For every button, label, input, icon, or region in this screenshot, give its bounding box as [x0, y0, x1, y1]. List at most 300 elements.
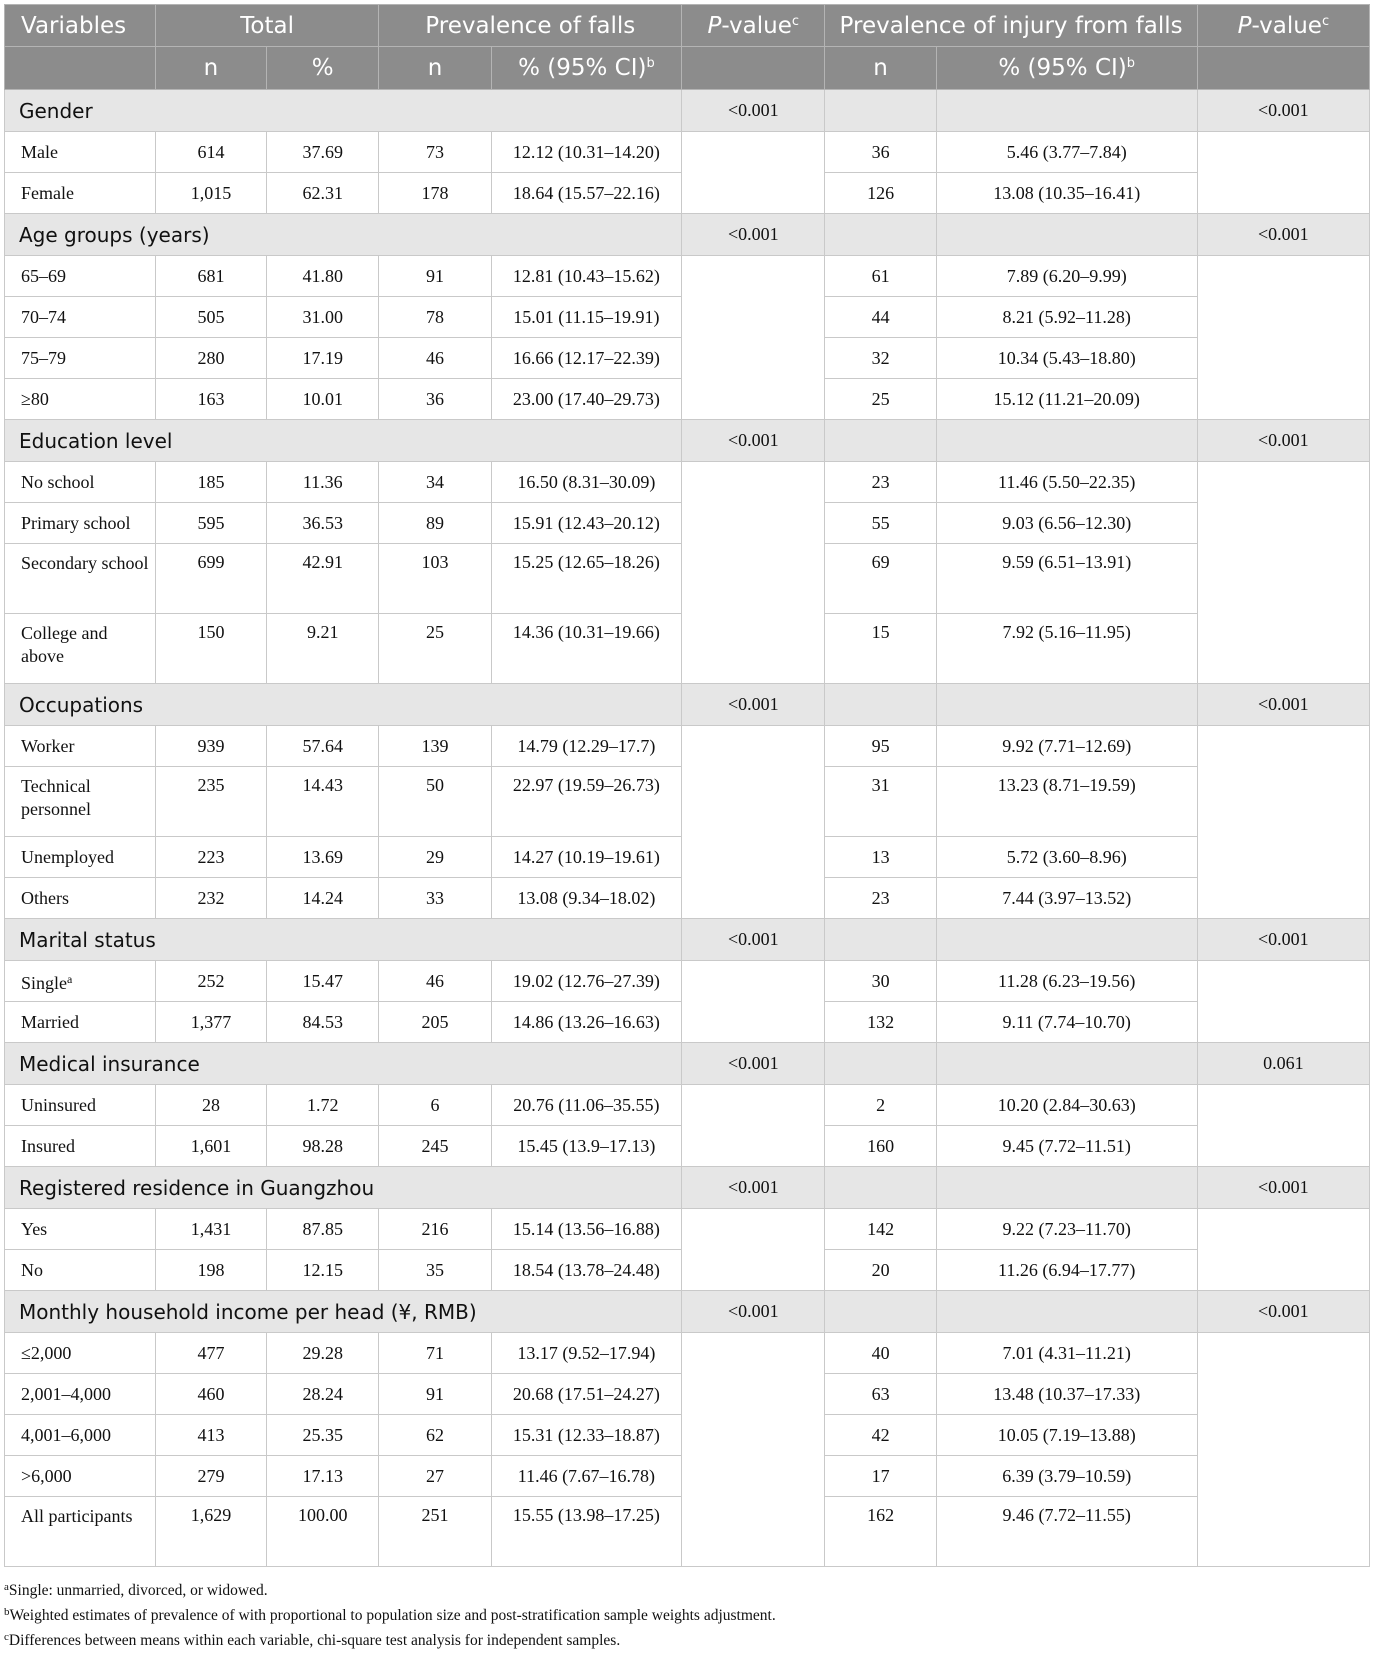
falls-ci: 15.45 (13.9–17.13): [491, 1126, 681, 1167]
group-label: Education level: [5, 420, 682, 462]
falls-ci: 16.50 (8.31–30.09): [491, 462, 681, 503]
injury-n: 15: [825, 614, 936, 684]
injury-n: 160: [825, 1126, 936, 1167]
injury-ci: 13.48 (10.37–17.33): [936, 1374, 1197, 1415]
injury-ci: 9.59 (6.51–13.91): [936, 544, 1197, 614]
group-pvalue-falls: <0.001: [682, 684, 825, 726]
falls-ci: 15.55 (13.98–17.25): [491, 1497, 681, 1567]
row-label-text: Worker: [21, 735, 75, 756]
injury-n: 17: [825, 1456, 936, 1497]
row-label-text: 70–74: [21, 306, 66, 327]
row-label-text: All participants: [21, 1506, 133, 1526]
total-n: 413: [155, 1415, 266, 1456]
group-row: [5, 1043, 1370, 1085]
footnote-text: Single: unmarried, divorced, or widowed.: [8, 1582, 268, 1599]
group-label: Registered residence in Guangzhou: [5, 1167, 682, 1209]
ci-text: % (95% CI): [998, 55, 1127, 81]
total-pct: 62.31: [267, 173, 379, 214]
total-pct: 28.24: [267, 1374, 379, 1415]
header-total-n: n: [155, 47, 266, 90]
total-pct: 31.00: [267, 297, 379, 338]
falls-n: 46: [379, 961, 491, 1002]
row-label-text: 75–79: [21, 347, 66, 368]
group-pvalue-injury: <0.001: [1197, 919, 1369, 961]
total-n: 505: [155, 297, 266, 338]
total-pct: 9.21: [267, 614, 379, 684]
group-label: Medical insurance: [5, 1043, 682, 1085]
row-label-text: Insured: [21, 1135, 75, 1156]
injury-ci: 10.34 (5.43–18.80): [936, 338, 1197, 379]
group-row: [5, 90, 1370, 132]
falls-n: 35: [379, 1250, 491, 1291]
header-total-pct: %: [267, 47, 379, 90]
row-label: [5, 1415, 156, 1456]
total-pct: 10.01: [267, 379, 379, 420]
total-n: 1,015: [155, 173, 266, 214]
injury-n: 25: [825, 379, 936, 420]
injury-n: 32: [825, 338, 936, 379]
pvalue-injury-span: [1197, 1333, 1369, 1567]
pvalue-falls-span: [682, 256, 825, 420]
row-label: [5, 878, 156, 919]
group-blank: [825, 684, 936, 726]
row-label-text: Unemployed: [21, 846, 114, 867]
table-row: [5, 256, 1370, 297]
total-pct: 17.13: [267, 1456, 379, 1497]
injury-ci: 7.89 (6.20–9.99): [936, 256, 1197, 297]
injury-ci: 10.20 (2.84–30.63): [936, 1085, 1197, 1126]
footnote-mark: a: [67, 971, 73, 986]
row-label-text: Male: [21, 141, 58, 162]
group-blank: [825, 1043, 936, 1085]
row-label: [5, 1209, 156, 1250]
total-pct: 42.91: [267, 544, 379, 614]
injury-n: 142: [825, 1209, 936, 1250]
falls-n: 139: [379, 726, 491, 767]
p-letter: P: [1237, 12, 1252, 39]
total-n: 232: [155, 878, 266, 919]
injury-n: 69: [825, 544, 936, 614]
footnote-mark: b: [1126, 56, 1136, 71]
table-row: [5, 961, 1370, 1002]
group-pvalue-injury: <0.001: [1197, 684, 1369, 726]
falls-n: 73: [379, 132, 491, 173]
injury-ci: 11.28 (6.23–19.56): [936, 961, 1197, 1002]
falls-n: 33: [379, 878, 491, 919]
group-blank: [825, 1167, 936, 1209]
table-row: [5, 132, 1370, 173]
injury-n: 55: [825, 503, 936, 544]
falls-n: 71: [379, 1333, 491, 1374]
total-n: 1,601: [155, 1126, 266, 1167]
footnote-mark: b: [646, 56, 655, 71]
total-pct: 37.69: [267, 132, 379, 173]
falls-n: 62: [379, 1415, 491, 1456]
group-pvalue-injury: <0.001: [1197, 1167, 1369, 1209]
group-blank: [825, 420, 936, 462]
header-prevalence-injury: Prevalence of injury from falls: [825, 5, 1197, 47]
header-blank: [5, 47, 156, 90]
header-prevalence-falls: Prevalence of falls: [379, 5, 682, 47]
group-pvalue-falls: <0.001: [682, 919, 825, 961]
falls-n: 205: [379, 1002, 491, 1043]
total-pct: 57.64: [267, 726, 379, 767]
row-label: [5, 1250, 156, 1291]
group-blank: [936, 214, 1197, 256]
row-label-text: No school: [21, 471, 95, 492]
row-label-text: Primary school: [21, 512, 131, 533]
row-label: [5, 1085, 156, 1126]
footnotes: [4, 1575, 1370, 1650]
footnote-mark: c: [4, 1631, 9, 1643]
injury-n: 61: [825, 256, 936, 297]
row-label-text: >6,000: [21, 1465, 72, 1486]
group-blank: [936, 1291, 1197, 1333]
group-row: [5, 684, 1370, 726]
falls-ci: 14.86 (13.26–16.63): [491, 1002, 681, 1043]
falls-n: 34: [379, 462, 491, 503]
p-letter: P: [707, 12, 722, 39]
group-pvalue-injury: 0.061: [1197, 1043, 1369, 1085]
pvalue-injury-span: [1197, 1085, 1369, 1167]
header-falls-ci: [491, 47, 681, 90]
row-label-text: No: [21, 1259, 43, 1280]
prevalence-table: [4, 4, 1370, 1567]
total-n: 460: [155, 1374, 266, 1415]
total-pct: 1.72: [267, 1085, 379, 1126]
falls-n: 245: [379, 1126, 491, 1167]
row-label-text: Yes: [21, 1218, 48, 1239]
injury-ci: 11.46 (5.50–22.35): [936, 462, 1197, 503]
footnote: [4, 1600, 1370, 1625]
falls-ci: 15.31 (12.33–18.87): [491, 1415, 681, 1456]
total-pct: 15.47: [267, 961, 379, 1002]
group-pvalue-injury: <0.001: [1197, 1291, 1369, 1333]
falls-ci: 20.76 (11.06–35.55): [491, 1085, 681, 1126]
group-pvalue-falls: <0.001: [682, 1291, 825, 1333]
table-row: [5, 1085, 1370, 1126]
pvalue-text: -value: [1251, 12, 1322, 39]
falls-n: 89: [379, 503, 491, 544]
injury-ci: 7.01 (4.31–11.21): [936, 1333, 1197, 1374]
pvalue-injury-span: [1197, 462, 1369, 684]
injury-ci: 9.46 (7.72–11.55): [936, 1497, 1197, 1567]
row-label-text: Secondary school: [21, 553, 149, 573]
injury-n: 20: [825, 1250, 936, 1291]
total-pct: 14.43: [267, 767, 379, 837]
falls-ci: 11.46 (7.67–16.78): [491, 1456, 681, 1497]
injury-ci: 9.45 (7.72–11.51): [936, 1126, 1197, 1167]
group-row: [5, 214, 1370, 256]
group-pvalue-falls: <0.001: [682, 214, 825, 256]
falls-ci: 15.91 (12.43–20.12): [491, 503, 681, 544]
total-pct: 36.53: [267, 503, 379, 544]
group-blank: [936, 1167, 1197, 1209]
pvalue-injury-span: [1197, 256, 1369, 420]
injury-n: 95: [825, 726, 936, 767]
falls-ci: 19.02 (12.76–27.39): [491, 961, 681, 1002]
footnote-mark: a: [4, 1581, 9, 1593]
injury-n: 44: [825, 297, 936, 338]
footnote-mark: c: [1321, 13, 1330, 29]
falls-ci: 20.68 (17.51–24.27): [491, 1374, 681, 1415]
group-blank: [936, 420, 1197, 462]
injury-ci: 5.72 (3.60–8.96): [936, 837, 1197, 878]
falls-ci: 22.97 (19.59–26.73): [491, 767, 681, 837]
row-label: [5, 1456, 156, 1497]
total-pct: 11.36: [267, 462, 379, 503]
row-label-text: 4,001–6,000: [21, 1424, 111, 1445]
total-n: 1,377: [155, 1002, 266, 1043]
falls-n: 216: [379, 1209, 491, 1250]
falls-ci: 16.66 (12.17–22.39): [491, 338, 681, 379]
row-label-text: 65–69: [21, 265, 66, 286]
row-label: [5, 1126, 156, 1167]
total-pct: 13.69: [267, 837, 379, 878]
group-row: [5, 420, 1370, 462]
injury-n: 40: [825, 1333, 936, 1374]
pvalue-falls-span: [682, 132, 825, 214]
footnote-mark: c: [791, 13, 800, 29]
falls-ci: 12.81 (10.43–15.62): [491, 256, 681, 297]
total-n: 252: [155, 961, 266, 1002]
total-pct: 14.24: [267, 878, 379, 919]
injury-n: 23: [825, 462, 936, 503]
injury-ci: 7.44 (3.97–13.52): [936, 878, 1197, 919]
total-pct: 29.28: [267, 1333, 379, 1374]
pvalue-falls-span: [682, 961, 825, 1043]
falls-ci: 15.25 (12.65–18.26): [491, 544, 681, 614]
injury-n: 30: [825, 961, 936, 1002]
pvalue-falls-span: [682, 726, 825, 919]
row-label-text: Others: [21, 887, 69, 908]
row-label-text: ≤2,000: [21, 1342, 72, 1363]
falls-ci: 13.08 (9.34–18.02): [491, 878, 681, 919]
falls-n: 25: [379, 614, 491, 684]
pvalue-falls-span: [682, 1333, 825, 1567]
row-label-text: Uninsured: [21, 1094, 96, 1115]
group-blank: [825, 1291, 936, 1333]
injury-ci: 10.05 (7.19–13.88): [936, 1415, 1197, 1456]
header-row-1: [5, 5, 1370, 47]
injury-ci: 5.46 (3.77–7.84): [936, 132, 1197, 173]
falls-n: 29: [379, 837, 491, 878]
footnote: [4, 1575, 1370, 1600]
falls-n: 103: [379, 544, 491, 614]
row-label-text: Married: [21, 1011, 79, 1032]
falls-ci: 15.01 (11.15–19.91): [491, 297, 681, 338]
total-pct: 84.53: [267, 1002, 379, 1043]
row-label: [5, 726, 156, 767]
total-n: 614: [155, 132, 266, 173]
row-label: [5, 837, 156, 878]
table-row: [5, 1209, 1370, 1250]
row-label: [5, 1374, 156, 1415]
row-label: [5, 614, 156, 684]
table-container: [4, 4, 1370, 1650]
pvalue-text: -value: [721, 12, 792, 39]
group-pvalue-injury: <0.001: [1197, 214, 1369, 256]
total-n: 163: [155, 379, 266, 420]
row-label: [5, 544, 156, 614]
group-label: Age groups (years): [5, 214, 682, 256]
total-n: 699: [155, 544, 266, 614]
total-n: 198: [155, 1250, 266, 1291]
header-pvalue-falls: [682, 5, 825, 47]
row-label-text: Female: [21, 182, 74, 203]
total-pct: 87.85: [267, 1209, 379, 1250]
injury-ci: 13.08 (10.35–16.41): [936, 173, 1197, 214]
injury-n: 63: [825, 1374, 936, 1415]
total-n: 1,629: [155, 1497, 266, 1567]
group-blank: [936, 919, 1197, 961]
row-label: [5, 961, 156, 1002]
falls-n: 50: [379, 767, 491, 837]
falls-ci: 14.27 (10.19–19.61): [491, 837, 681, 878]
total-n: 1,431: [155, 1209, 266, 1250]
group-row: [5, 1291, 1370, 1333]
footnote-mark: b: [4, 1606, 10, 1618]
pvalue-injury-span: [1197, 1209, 1369, 1291]
header-injury-n: n: [825, 47, 936, 90]
group-pvalue-falls: <0.001: [682, 420, 825, 462]
row-label-text: 2,001–4,000: [21, 1383, 111, 1404]
injury-ci: 9.22 (7.23–11.70): [936, 1209, 1197, 1250]
header-blank: [682, 47, 825, 90]
row-label: [5, 1497, 156, 1567]
footnote-text: Differences between means within each variable, chi-square test analysis for independent samples.: [8, 1632, 621, 1649]
group-pvalue-falls: <0.001: [682, 1043, 825, 1085]
injury-ci: 15.12 (11.21–20.09): [936, 379, 1197, 420]
injury-n: 126: [825, 173, 936, 214]
falls-n: 46: [379, 338, 491, 379]
header-falls-n: n: [379, 47, 491, 90]
falls-n: 178: [379, 173, 491, 214]
row-label: [5, 297, 156, 338]
row-label: [5, 256, 156, 297]
header-pvalue-injury: [1197, 5, 1369, 47]
row-label: [5, 767, 156, 837]
falls-ci: 14.36 (10.31–19.66): [491, 614, 681, 684]
injury-n: 31: [825, 767, 936, 837]
header-row-2: [5, 47, 1370, 90]
injury-n: 42: [825, 1415, 936, 1456]
row-label: [5, 503, 156, 544]
injury-n: 132: [825, 1002, 936, 1043]
injury-ci: 9.92 (7.71–12.69): [936, 726, 1197, 767]
row-label: [5, 1002, 156, 1043]
injury-n: 23: [825, 878, 936, 919]
total-pct: 17.19: [267, 338, 379, 379]
table-body: [5, 90, 1370, 1567]
group-row: [5, 919, 1370, 961]
total-pct: 12.15: [267, 1250, 379, 1291]
injury-ci: 9.11 (7.74–10.70): [936, 1002, 1197, 1043]
total-pct: 98.28: [267, 1126, 379, 1167]
total-n: 280: [155, 338, 266, 379]
total-n: 235: [155, 767, 266, 837]
falls-ci: 13.17 (9.52–17.94): [491, 1333, 681, 1374]
group-pvalue-injury: <0.001: [1197, 420, 1369, 462]
group-row: [5, 1167, 1370, 1209]
group-label: Monthly household income per head (¥, RMB): [5, 1291, 682, 1333]
total-pct: 100.00: [267, 1497, 379, 1567]
falls-ci: 18.64 (15.57–22.16): [491, 173, 681, 214]
total-pct: 25.35: [267, 1415, 379, 1456]
row-label-text: Single: [21, 972, 68, 993]
falls-n: 78: [379, 297, 491, 338]
falls-ci: 15.14 (13.56–16.88): [491, 1209, 681, 1250]
header-variables: Variables: [5, 5, 156, 47]
pvalue-injury-span: [1197, 961, 1369, 1043]
total-n: 595: [155, 503, 266, 544]
falls-ci: 23.00 (17.40–29.73): [491, 379, 681, 420]
ci-text: % (95% CI): [518, 55, 647, 81]
injury-ci: 11.26 (6.94–17.77): [936, 1250, 1197, 1291]
pvalue-injury-span: [1197, 132, 1369, 214]
total-n: 28: [155, 1085, 266, 1126]
total-n: 185: [155, 462, 266, 503]
header-total: Total: [155, 5, 379, 47]
group-label: Gender: [5, 90, 682, 132]
injury-ci: 8.21 (5.92–11.28): [936, 297, 1197, 338]
injury-ci: 9.03 (6.56–12.30): [936, 503, 1197, 544]
total-n: 279: [155, 1456, 266, 1497]
footnote-text: Weighted estimates of prevalence of with proportional to population size and post-stratification sample weights adjustment.: [9, 1607, 776, 1624]
injury-ci: 13.23 (8.71–19.59): [936, 767, 1197, 837]
group-pvalue-falls: <0.001: [682, 1167, 825, 1209]
header-injury-ci: [936, 47, 1197, 90]
pvalue-injury-span: [1197, 726, 1369, 919]
row-label: [5, 173, 156, 214]
injury-n: 36: [825, 132, 936, 173]
injury-n: 13: [825, 837, 936, 878]
total-pct: 41.80: [267, 256, 379, 297]
group-label: Marital status: [5, 919, 682, 961]
injury-ci: 6.39 (3.79–10.59): [936, 1456, 1197, 1497]
falls-n: 6: [379, 1085, 491, 1126]
falls-n: 91: [379, 1374, 491, 1415]
falls-n: 91: [379, 256, 491, 297]
group-pvalue-injury: <0.001: [1197, 90, 1369, 132]
header-blank: [1197, 47, 1369, 90]
falls-n: 27: [379, 1456, 491, 1497]
footnote: [4, 1625, 1370, 1650]
total-n: 150: [155, 614, 266, 684]
row-label-text: Technical personnel: [21, 776, 91, 819]
total-n: 477: [155, 1333, 266, 1374]
group-blank: [825, 214, 936, 256]
row-label-text: ≥80: [21, 388, 49, 409]
pvalue-falls-span: [682, 1085, 825, 1167]
falls-n: 251: [379, 1497, 491, 1567]
falls-ci: 14.79 (12.29–17.7): [491, 726, 681, 767]
table-row: [5, 1333, 1370, 1374]
group-blank: [936, 1043, 1197, 1085]
row-label: [5, 132, 156, 173]
injury-ci: 7.92 (5.16–11.95): [936, 614, 1197, 684]
group-blank: [936, 90, 1197, 132]
total-n: 223: [155, 837, 266, 878]
row-label: [5, 1333, 156, 1374]
group-blank: [936, 684, 1197, 726]
injury-n: 162: [825, 1497, 936, 1567]
pvalue-falls-span: [682, 1209, 825, 1291]
row-label: [5, 379, 156, 420]
total-n: 939: [155, 726, 266, 767]
falls-ci: 18.54 (13.78–24.48): [491, 1250, 681, 1291]
total-n: 681: [155, 256, 266, 297]
